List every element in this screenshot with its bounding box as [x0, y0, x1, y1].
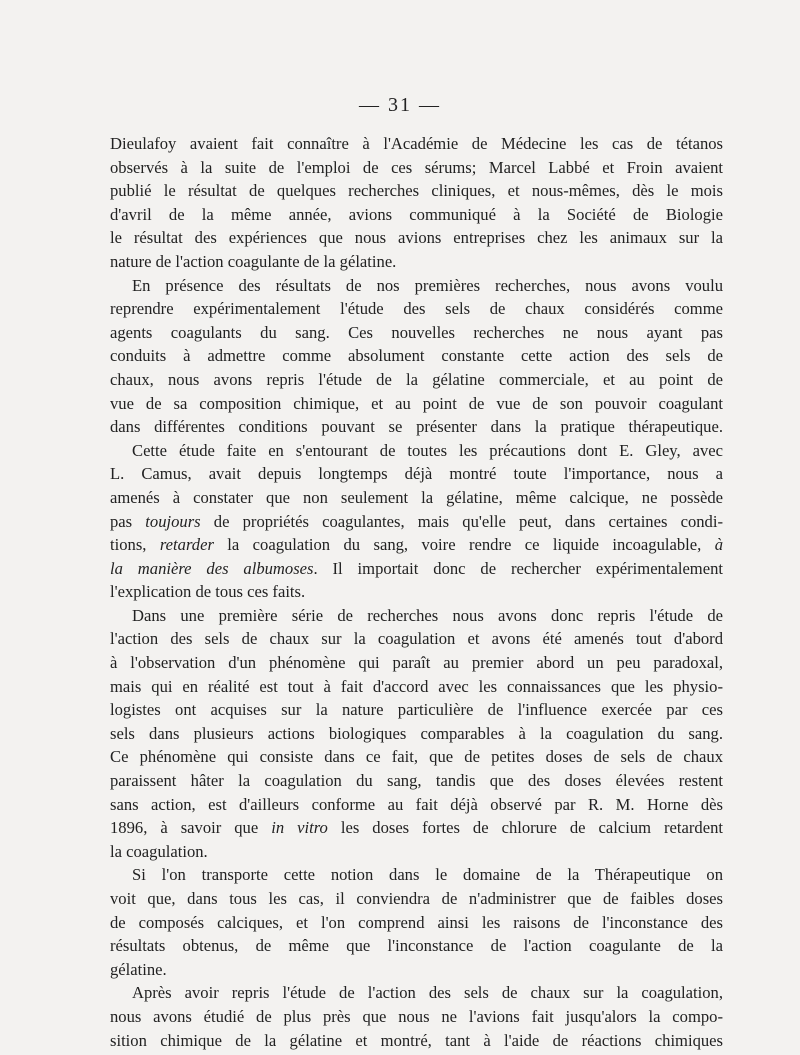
text-span: de propriétés coagulantes, mais qu'elle peut, dans certaines condi-: [200, 511, 723, 531]
text-line: Dans une première série de recherches nous avons donc repris l'étude de: [132, 605, 723, 625]
text-line: chaux, nous avons repris l'étude de la gélatine commerciale, et au point de: [110, 369, 723, 389]
text-span: . Il importait donc de rechercher expérimentalement: [313, 558, 723, 578]
text-line: publié le résultat de quelques recherches cliniques, et nous-mêmes, dès le mois: [110, 181, 723, 201]
italic-text: à: [714, 535, 723, 555]
text-line: paraissent hâter la coagulation du sang, tandis que des doses élevées restent: [110, 771, 723, 791]
text-line: le résultat des expériences que nous avions entreprises chez les animaux sur la: [110, 228, 723, 248]
text-span: pas: [110, 511, 146, 531]
text-line: à l'observation d'un phénomène qui paraît au premier abord un peu paradoxal,: [110, 653, 723, 673]
text-line: Dieulafoy avaient fait connaître à l'Académie de Médecine les cas de tétanos: [110, 134, 723, 153]
text-line: vue de sa composition chimique, et au point de vue de son pouvoir coagulant: [110, 393, 723, 413]
text-line: Cette étude faite en s'entourant de toutes les précautions dont E. Gley, avec: [132, 440, 723, 460]
text-line: [110, 533, 723, 557]
text-line: observés à la suite de l'emploi de ces sérums; Marcel Labbé et Froin avaient: [110, 157, 723, 177]
body-text: [110, 132, 723, 1052]
text-line: gélatine.: [110, 959, 167, 979]
text-span: 1896, à savoir que: [110, 818, 272, 838]
text-line: [110, 510, 723, 534]
text-line: reprendre expérimentalement l'étude des sels de chaux considérés comme: [110, 299, 723, 319]
text-line: sels dans plusieurs actions biologiques comparables à la coagulation du sang.: [110, 723, 723, 743]
text-span: tions,: [110, 535, 160, 555]
text-line: dans différentes conditions pouvant se présenter dans la pratique thérapeutique.: [110, 417, 723, 437]
italic-text: la manière des albumoses: [110, 558, 314, 578]
text-line: résultats obtenus, de même que l'inconstance de l'action coagulante de la: [110, 936, 723, 956]
italic-text: toujours: [145, 511, 201, 531]
page-number: — 31 —: [359, 94, 441, 116]
text-line: nous avons étudié de plus près que nous ne l'avions fait jusqu'alors la compo-: [110, 1006, 723, 1026]
text-span: les doses fortes de chlorure de calcium retardent: [327, 818, 723, 838]
italic-text: retarder: [159, 535, 214, 555]
text-line: l'action des sels de chaux sur la coagulation et avons été amenés tout d'abord: [110, 629, 723, 649]
text-line: sition chimique de la gélatine et montré, tant à l'aide de réactions chimiques: [110, 1030, 723, 1050]
text-line: amenés à constater que non seulement la gélatine, même calcique, ne possède: [110, 487, 723, 507]
text-line: de composés calciques, et l'on comprend ainsi les raisons de l'inconstance des: [110, 912, 723, 932]
text-line: [110, 816, 723, 840]
text-line: [110, 557, 723, 581]
text-line: Ce phénomène qui consiste dans ce fait, que de petites doses de sels de chaux: [110, 747, 723, 767]
text-line: sans action, est d'ailleurs conforme au fait déjà observé par R. M. Horne dès: [110, 794, 723, 814]
italic-text: in vitro: [271, 818, 328, 838]
text-line: d'avril de la même année, avions communiqué à la Société de Biologie: [110, 204, 723, 224]
text-line: l'explication de tous ces faits.: [110, 582, 306, 602]
text-line: L. Camus, avait depuis longtemps déjà montré toute l'importance, nous a: [110, 464, 723, 484]
text-line: voit que, dans tous les cas, il conviendra de n'administrer que de faibles doses: [110, 889, 723, 908]
text-line: agents coagulants du sang. Ces nouvelles recherches ne nous ayant pas: [110, 322, 723, 342]
text-line: En présence des résultats de nos premières recherches, nous avons voulu: [132, 275, 723, 295]
text-line: la coagulation.: [110, 841, 208, 861]
text-line: Après avoir repris l'étude de l'action des sels de chaux sur la coagulation,: [132, 983, 723, 1003]
text-line: logistes ont acquises sur la nature particulière de l'influence exercée par ces: [110, 700, 723, 720]
text-line: nature de l'action coagulante de la gélatine.: [110, 251, 397, 271]
text-span: la coagulation du sang, voire rendre ce liquide incoagulable,: [213, 535, 715, 555]
text-line: mais qui en réalité est tout à fait d'accord avec les connaissances que les physio-: [110, 676, 723, 696]
text-line: Si l'on transporte cette notion dans le domaine de la Thérapeutique on: [132, 865, 723, 885]
text-line: conduits à admettre comme absolument constante cette action des sels de: [110, 346, 723, 366]
